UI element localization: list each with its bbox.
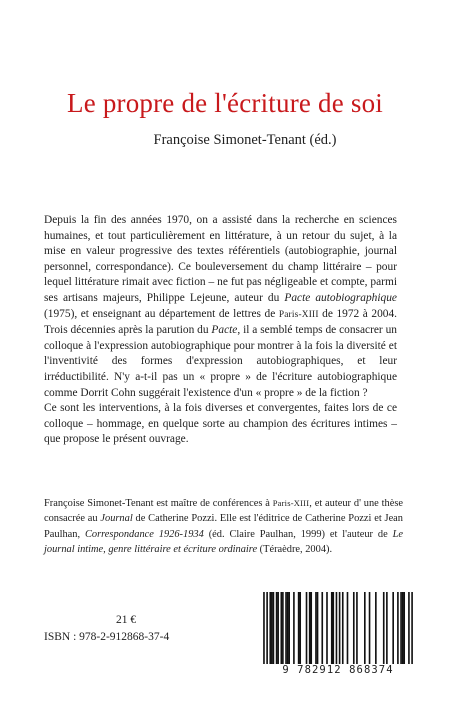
author-bio: [44, 496, 403, 558]
bio-book-title: Le journal intime, genre littéraire et écriture ordinaire: [44, 528, 404, 556]
barcode-bar: [397, 592, 399, 670]
barcode-bar: [402, 592, 404, 670]
barcode-bar: [408, 592, 410, 670]
barcode-bar: [326, 592, 328, 670]
barcode-bar: [386, 592, 388, 670]
book-editor: Françoise Simonet-Tenant (éd.): [153, 132, 337, 148]
bio-text: de Catherine Pozzi. Elle est l'éditrice de Catherine Pozzi et Jean Paulhan,: [44, 513, 403, 540]
barcode-bar: [339, 592, 341, 670]
bio-text: Françoise Simonet-Tenant est maître de conférences à: [44, 498, 273, 509]
barcode-bars: [260, 592, 416, 674]
barcode-bar: [375, 592, 377, 670]
book-abstract: [44, 213, 397, 448]
barcode-bar: [276, 592, 278, 670]
barcode-bar: [293, 592, 295, 670]
barcode-bar: [403, 592, 405, 670]
abstract-text: , il a semblé temps de consacrer un colloque à l'expression autobiographique pour montrer à la fois la diversité et l'inventivité des formes d'expression autobiographiques, et leur irréductibilité. N'y a-t-il pas un « propre » de l'écriture autobiographique comme Dorrit Cohn suggérait l'existence d'un « propre » de la fiction ?: [44, 324, 397, 399]
author-bio-paragraph: [44, 496, 403, 558]
barcode-bar: [411, 592, 413, 670]
barcode-bar: [266, 592, 268, 670]
barcode-bar: [285, 592, 287, 670]
barcode-bar: [369, 592, 371, 670]
abstract-text: Depuis la fin des années 1970, on a assisté dans la recherche en sciences humaines, et tout particulièrement en littérature, à un retour du sujet, à la mise en valeur progressive des textes référentiels (autobiographie, journal personnel, correspondance). Ce bouleversement du champ littéraire – pour lequel littérature rimait avec fiction – ne fut pas négligeable et compte, parmi ses artisans majeurs, Philippe Lejeune, auteur du: [44, 214, 397, 304]
barcode-bar: [331, 592, 333, 670]
barcode-bar: [364, 592, 366, 670]
barcode-bar: [392, 592, 394, 670]
abstract-paragraph-2: Ce sont les interventions, à la fois diverses et convergentes, faites lors de ce colloque – hommage, en quelque sorte au champion des écritures intimes – que propose le présent ouvrage.: [44, 402, 397, 446]
barcode-bar: [277, 592, 279, 670]
barcode: [260, 592, 416, 674]
bio-journal-title: Journal: [100, 513, 133, 525]
barcode-bar: [353, 592, 355, 670]
barcode-bar: [336, 592, 338, 670]
barcode-bar: [287, 592, 289, 670]
bio-correspondance-title: Correspondance 1926-1934: [84, 528, 204, 540]
price-label: 21 €: [116, 614, 137, 626]
barcode-bar: [269, 592, 271, 670]
barcode-bar: [321, 592, 323, 670]
barcode-bar: [309, 592, 311, 670]
barcode-bar: [383, 592, 385, 670]
bio-university: Paris-XIII: [272, 498, 310, 508]
bio-text: (éd. Claire Paulhan, 1999) et l'auteur de: [203, 528, 393, 540]
barcode-bar: [315, 592, 317, 670]
barcode-bar: [347, 592, 349, 670]
barcode-bar: [332, 592, 334, 670]
barcode-bar: [271, 592, 273, 670]
abstract-book-title-pacte: Pacte autobiographique: [284, 291, 397, 304]
abstract-university: Paris-XIII: [278, 309, 319, 320]
barcode-bar: [306, 592, 308, 670]
bio-text: (Téraèdre, 2004).: [257, 544, 333, 556]
barcode-bar: [299, 592, 301, 670]
barcode-bar: [280, 592, 282, 670]
abstract-book-title-short: Pacte: [211, 324, 238, 337]
barcode-bar: [273, 592, 275, 670]
abstract-paragraph-1: [44, 213, 397, 401]
barcode-bar: [400, 592, 402, 670]
barcode-bar: [282, 592, 284, 670]
barcode-bar: [317, 592, 319, 670]
barcode-bar: [342, 592, 344, 670]
abstract-text: de 1972 à 2004. Trois décennies après la parution du: [44, 307, 397, 337]
abstract-text: (1975), et enseignant au département de lettres de: [44, 307, 279, 320]
book-title: Le propre de l'écriture de soi: [67, 88, 383, 118]
barcode-bar: [298, 592, 300, 670]
bio-text: , et auteur d' une thèse consacrée au: [44, 498, 403, 525]
barcode-bar: [263, 592, 265, 670]
barcode-bar: [288, 592, 290, 670]
barcode-bar: [356, 592, 358, 670]
barcode-bar: [310, 592, 312, 670]
barcode-number: 9 782912 868374: [260, 664, 416, 676]
isbn-label: ISBN : 978-2-912868-37-4: [44, 631, 170, 643]
